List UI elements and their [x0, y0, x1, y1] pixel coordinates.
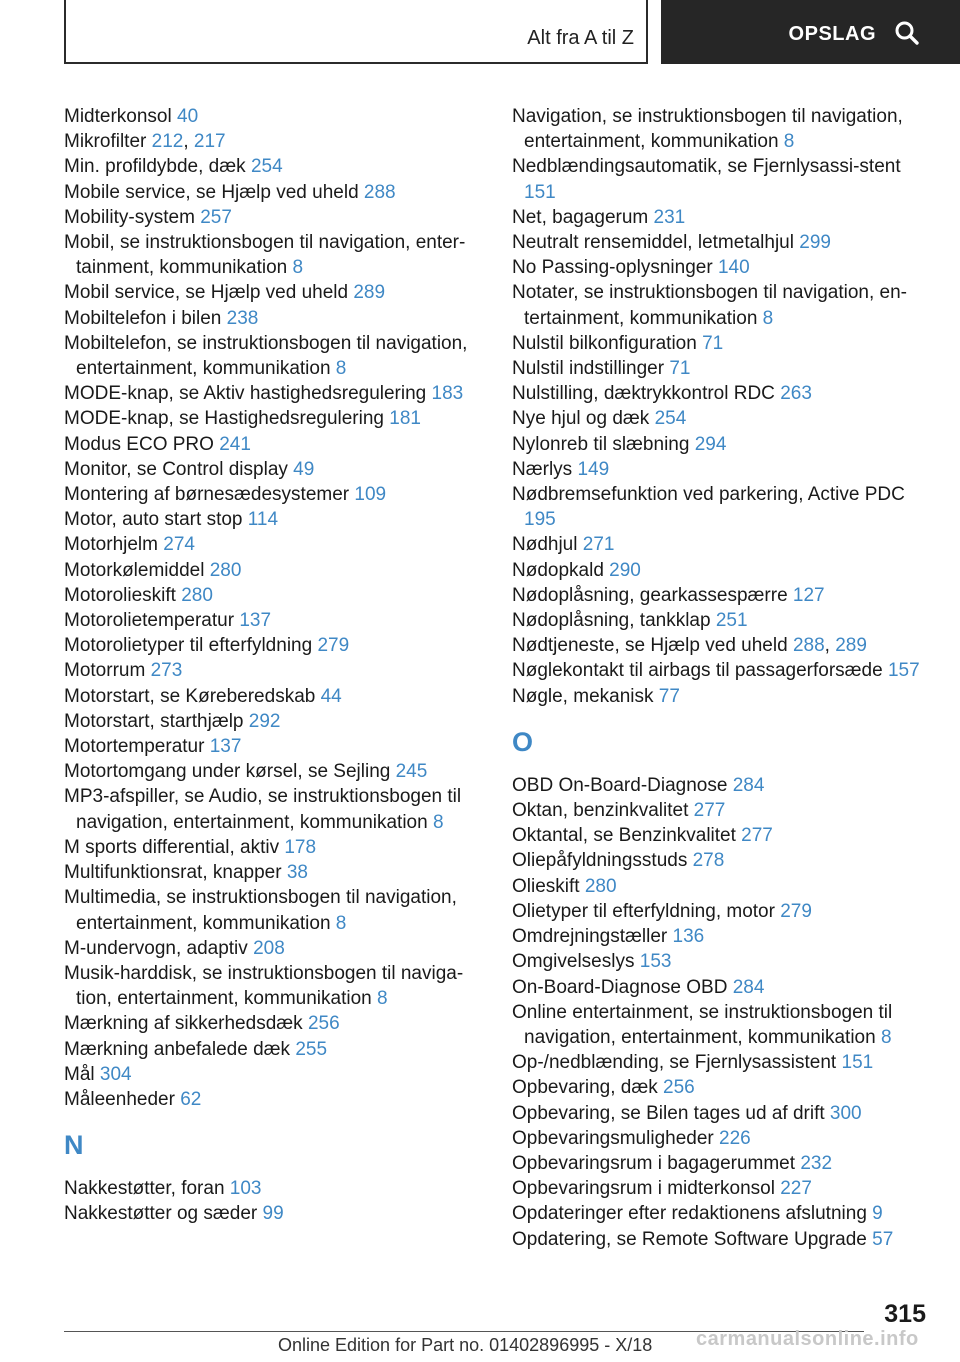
page-link[interactable]: 127: [792, 584, 825, 606]
index-entry: [64, 1062, 484, 1087]
index-entry: [512, 975, 932, 1000]
page-link[interactable]: 227: [780, 1178, 812, 1200]
section-heading: [64, 1128, 484, 1162]
index-entry: [64, 1087, 484, 1112]
index-entry-text: MP3-afspiller, se Audio, se instruktionsbogen til navigation, entertainment, kommunikation: [64, 786, 462, 833]
page-link[interactable]: 8: [762, 307, 774, 329]
page-link[interactable]: 137: [209, 736, 242, 758]
index-entry-text: M sports differential, aktiv: [64, 836, 280, 858]
page-link[interactable]: 277: [741, 825, 773, 847]
index-entry: [64, 507, 484, 532]
index-entry-text: Modus ECO PRO: [64, 433, 214, 455]
page-link[interactable]: 256: [307, 1013, 340, 1035]
index-entry-text: Opbevaringsrum i bagagerummet: [512, 1152, 796, 1174]
index-entry: [512, 1176, 932, 1201]
index-entry: [512, 874, 932, 899]
index-entry-text: Multimedia, se instruktionsbogen til navigation, entertainment, kommunikation: [64, 887, 457, 934]
index-entry: [512, 1075, 932, 1100]
index-entry-text: Mikrofilter: [64, 131, 147, 153]
page-link[interactable]: 8: [783, 131, 795, 153]
page-link[interactable]: 277: [693, 800, 726, 822]
index-entry-text: Omgivelseslys: [512, 951, 635, 973]
index-entry-text: M-undervogn, adaptiv: [64, 937, 248, 959]
index-entry: [512, 104, 932, 154]
index-entry: [512, 684, 932, 709]
index-entry-text: Navigation, se instruktionsbogen til navigation, entertainment, kommunikation: [512, 106, 903, 153]
page-link[interactable]: 304: [99, 1063, 132, 1085]
page-number: 315: [884, 1300, 926, 1328]
page-link[interactable]: 151: [841, 1052, 874, 1074]
index-entry: [512, 1000, 932, 1050]
index-entry-text: Nødhjul: [512, 534, 578, 556]
index-entry-text: Nedblændingsautomatik, se Fjernlysassi‐stent: [512, 156, 901, 178]
index-entry-text: Monitor, se Control display: [64, 458, 288, 480]
index-entry-text: Montering af børnesædesystemer: [64, 484, 350, 506]
index-entry-text: Nærlys: [512, 458, 573, 480]
index-entry: [512, 154, 932, 204]
index-entry-text: MODE-knap, se Aktiv hastighedsregulering: [64, 383, 427, 405]
index-entry: [512, 280, 932, 330]
index-entry: [512, 658, 932, 683]
page-link[interactable]: 256: [663, 1077, 695, 1099]
index-entry-text: Mobile service, se Hjælp ved uheld: [64, 181, 359, 203]
index-entry-text: Måleenheder: [64, 1088, 175, 1110]
page-link[interactable]: 251: [715, 610, 748, 632]
index-entry: [64, 406, 484, 431]
index-entry-text: Omdrejningstæller: [512, 926, 668, 948]
page-link[interactable]: 71: [702, 332, 724, 354]
page-link[interactable]: 114: [247, 509, 279, 531]
index-entry-text: On-Board-Diagnose OBD: [512, 976, 728, 998]
page-link[interactable]: 245: [395, 761, 428, 783]
index-entry: [64, 306, 484, 331]
page-link[interactable]: 289: [353, 282, 386, 304]
index-entry-text: Motorkølemiddel: [64, 559, 205, 581]
header-frame: [64, 0, 648, 64]
page-link[interactable]: 231: [653, 206, 686, 228]
page-link[interactable]: 290: [609, 559, 641, 581]
index-column-right: [512, 104, 932, 1252]
index-entry: [512, 432, 932, 457]
index-entry: [512, 949, 932, 974]
watermark-logo: carmanualsonline.info: [696, 1328, 919, 1350]
section-letter: N: [64, 1130, 84, 1161]
index-entry-text: Motortemperatur: [64, 736, 205, 758]
page-link[interactable]: 49: [293, 458, 315, 480]
index-entry: [512, 608, 932, 633]
index-entry-text: Nylonreb til slæbning: [512, 433, 690, 455]
page-link[interactable]: 8: [880, 1026, 892, 1048]
page-link[interactable]: 8: [335, 912, 347, 934]
page-link[interactable]: 8: [432, 811, 444, 833]
index-entry: [512, 331, 932, 356]
index-entry: [64, 709, 484, 734]
page-link[interactable]: 99: [262, 1203, 284, 1225]
index-entry: [512, 1126, 932, 1151]
index-entry: [64, 558, 484, 583]
index-entry-text: Oktantal, se Benzinkvalitet: [512, 825, 736, 847]
index-entry-text: Nøglekontakt til airbags til passagerforsæde: [512, 660, 883, 682]
index-entry-text: Min. profildybde, dæk: [64, 156, 246, 178]
section-letter: O: [512, 726, 534, 757]
index-entry-text: Nødbremsefunktion ved parkering, Active PDC: [512, 484, 905, 506]
index-entry: [64, 280, 484, 305]
index-entry: [512, 1151, 932, 1176]
page-link[interactable]: 208: [253, 937, 285, 959]
index-entry: [64, 734, 484, 759]
page-link[interactable]: 279: [780, 900, 812, 922]
index-entry-text: Neutralt rensemiddel, letmetalhjul: [512, 232, 794, 254]
index-entry: [64, 1037, 484, 1062]
index-entry-text: Mobility-system: [64, 206, 195, 228]
page-link[interactable]: 273: [150, 660, 183, 682]
index-entry: [512, 482, 932, 532]
page-link[interactable]: 254: [654, 408, 687, 430]
page-link[interactable]: 278: [692, 850, 725, 872]
page-link[interactable]: 238: [226, 307, 259, 329]
page-link[interactable]: 217: [193, 131, 226, 153]
header-title: Alt fra A til Z: [527, 27, 634, 49]
index-entry: [512, 899, 932, 924]
index-entry: [512, 356, 932, 381]
index-entry: [64, 684, 484, 709]
index-entry: [512, 381, 932, 406]
index-entry: [64, 154, 484, 179]
index-entry: [64, 1011, 484, 1036]
index-entry-text: Motorrum: [64, 660, 146, 682]
index-entry: [64, 532, 484, 557]
index-entry-text: MODE-knap, se Hastighedsregulering: [64, 408, 384, 430]
index-entry-text: Op-/nedblænding, se Fjernlysassistent: [512, 1052, 837, 1074]
index-entry-text: Mobiltelefon i bilen: [64, 307, 222, 329]
index-entry-text: Online entertainment, se instruktionsbogen til navigation, entertainment, kommunikation: [512, 1001, 893, 1048]
index-entry-text: Mobil service, se Hjælp ved uheld: [64, 282, 349, 304]
page-link[interactable]: 103: [229, 1178, 262, 1200]
page-link[interactable]: 157: [887, 660, 920, 682]
index-entry-text: Mærkning af sikkerhedsdæk: [64, 1013, 303, 1035]
index-entry: [512, 798, 932, 823]
index-entry-text: Nakkestøtter, foran: [64, 1178, 225, 1200]
index-entry-text: Opdatering, se Remote Software Upgrade: [512, 1228, 867, 1250]
page-link[interactable]: 263: [780, 383, 812, 405]
page-link[interactable]: 62: [180, 1088, 202, 1110]
page-link[interactable]: 274: [163, 534, 195, 556]
page-link[interactable]: 8: [377, 988, 388, 1010]
page-link[interactable]: 181: [389, 408, 421, 430]
page-link[interactable]: 289: [835, 635, 867, 657]
index-entry-text: Motorolietemperatur: [64, 610, 235, 632]
index-entry-text: Net, bagagerum: [512, 206, 649, 228]
index-entry: [512, 924, 932, 949]
index-entry-text: Oktan, benzinkvalitet: [512, 800, 689, 822]
index-entry: [64, 784, 484, 834]
index-entry: [512, 583, 932, 608]
page-link[interactable]: 300: [829, 1102, 862, 1124]
index-entry-text: Nye hjul og dæk: [512, 408, 650, 430]
page-link[interactable]: 153: [639, 951, 672, 973]
page-link[interactable]: 299: [799, 232, 831, 254]
index-entry: [512, 255, 932, 280]
index-entry-text: Opbevaringsmuligheder: [512, 1127, 714, 1149]
index-entry-text: Motorolieskift: [64, 584, 176, 606]
index-entry: [512, 406, 932, 431]
index-entry-text: Nakkestøtter og sæder: [64, 1203, 258, 1225]
index-entry: [512, 848, 932, 873]
index-entry: [64, 482, 484, 507]
page-link[interactable]: 292: [248, 710, 281, 732]
page-link[interactable]: 284: [732, 976, 765, 998]
index-entry: [64, 104, 484, 129]
index-entry: [64, 885, 484, 935]
page-link[interactable]: 44: [320, 685, 342, 707]
index-entry-text: Motortomgang under kørsel, se Sejling: [64, 761, 391, 783]
search-icon[interactable]: [894, 20, 920, 46]
index-entry: [64, 658, 484, 683]
page-link[interactable]: 254: [250, 156, 283, 178]
page-link[interactable]: 137: [239, 610, 272, 632]
page-link[interactable]: 257: [200, 206, 232, 228]
index-entry: [512, 1227, 932, 1252]
index-entry-text: Opbevaring, dæk: [512, 1077, 658, 1099]
index-entry: Mikrofilter 212, 217: [64, 131, 226, 153]
index-entry: [64, 583, 484, 608]
index-entry: [64, 180, 484, 205]
index-entry: [512, 1050, 932, 1075]
page-link[interactable]: 136: [672, 926, 705, 948]
opslag-tab-label: OPSLAG: [788, 22, 876, 45]
page-link[interactable]: 212: [151, 131, 184, 153]
index-entry-text: Olietyper til efterfyldning, motor: [512, 900, 775, 922]
page-link[interactable]: 109: [354, 484, 387, 506]
page-link[interactable]: 279: [317, 635, 350, 657]
page-link[interactable]: 178: [284, 836, 317, 858]
index-entry-text: Motorstart, starthjælp: [64, 710, 244, 732]
index-entry: [512, 457, 932, 482]
index-entry-text: Nødoplåsning, tankklap: [512, 610, 711, 632]
index-entry-text: Musik-harddisk, se instruktionsbogen til naviga‐tion, entertainment, kommunikation: [64, 962, 464, 1010]
index-entry-text: Multifunktionsrat, knapper: [64, 862, 282, 884]
page-link[interactable]: 280: [584, 875, 617, 897]
index-entry: [64, 457, 484, 482]
page-link[interactable]: 183: [431, 383, 464, 405]
index-entry-text: OBD On-Board-Diagnose: [512, 774, 728, 796]
page-link[interactable]: 71: [669, 358, 691, 380]
index-entry: [64, 381, 484, 406]
page-link[interactable]: 271: [582, 534, 615, 556]
index-entry-text: Motorolietyper til efterfyldning: [64, 635, 313, 657]
index-entry-text: Nødoplåsning, gearkassespærre: [512, 584, 788, 606]
index-entry: [64, 759, 484, 784]
index-entry-text: Opdateringer efter redaktionens afslutning: [512, 1203, 867, 1225]
page-link[interactable]: 288: [792, 635, 825, 657]
footer-edition: Online Edition for Part no. 01402896995 - X/18: [278, 1335, 653, 1355]
index-entry-text: Midterkonsol: [64, 106, 172, 127]
index-entry-text: Nulstil bilkonfiguration: [512, 332, 697, 354]
page-link[interactable]: 149: [577, 458, 610, 480]
opslag-tab[interactable]: [661, 0, 960, 64]
page-link[interactable]: 151: [524, 181, 556, 203]
index-entry: [64, 331, 484, 381]
index-entry: [64, 633, 484, 658]
page-link[interactable]: 280: [209, 559, 242, 581]
index-entry: [512, 1201, 932, 1226]
index-entry: [64, 230, 484, 280]
index-entry-text: Opbevaring, se Bilen tages ud af drift: [512, 1102, 825, 1124]
index-entry-text: Nødopkald: [512, 559, 604, 581]
index-column-left: [64, 104, 484, 1227]
page-link[interactable]: 241: [219, 433, 251, 455]
index-entry: [512, 230, 932, 255]
index-entry-text: Nøgle, mekanisk: [512, 685, 654, 707]
index-entry-text: Mærkning anbefalede dæk: [64, 1038, 291, 1060]
index-entry-text: Olieskift: [512, 875, 580, 897]
index-entry: [64, 936, 484, 961]
index-entry-text: Motorstart, se Køreberedskab: [64, 685, 316, 707]
page-link[interactable]: 226: [719, 1127, 751, 1149]
index-entry: [512, 532, 932, 557]
index-entry-text: Motorhjelm: [64, 534, 158, 556]
index-entry-text: Mobiltelefon, se instruktionsbogen til navigation, entertainment, kommunikation: [64, 332, 468, 380]
page-link[interactable]: 232: [800, 1152, 833, 1174]
index-entry: [64, 1201, 484, 1226]
index-entry: [512, 823, 932, 848]
index-entry: [64, 961, 484, 1011]
page-link[interactable]: 288: [363, 181, 396, 203]
index-entry-text: Mobil, se instruktionsbogen til navigation, enter‐tainment, kommunikation: [64, 232, 466, 279]
page-link[interactable]: 294: [694, 433, 727, 455]
page-link[interactable]: 255: [295, 1038, 328, 1060]
section-heading: [512, 725, 932, 759]
page-link[interactable]: 9: [872, 1203, 883, 1225]
index-entry: [512, 773, 932, 798]
index-entry-text: Nulstil indstillinger: [512, 358, 665, 380]
page-link[interactable]: 57: [872, 1228, 894, 1250]
index-entry: [64, 205, 484, 230]
index-entry: [512, 558, 932, 583]
index-entry: [64, 835, 484, 860]
page-link[interactable]: 280: [181, 584, 213, 606]
page-link[interactable]: 284: [732, 774, 765, 796]
index-entry-text: No Passing-oplysninger: [512, 257, 713, 279]
page-link[interactable]: 40: [177, 106, 199, 127]
index-entry: [64, 608, 484, 633]
index-entry-text: Nødtjeneste, se Hjælp ved uheld: [512, 635, 788, 657]
index-entry: [64, 432, 484, 457]
index-entry: [512, 205, 932, 230]
index-entry-text: Oliepåfyldningsstuds: [512, 850, 688, 872]
page-link[interactable]: 8: [292, 257, 304, 279]
index-entry-text: Notater, se instruktionsbogen til navigation, en‐tertainment, kommunikation: [512, 282, 908, 329]
index-entry-text: Nulstilling, dæktrykkontrol RDC: [512, 383, 775, 405]
index-entry: [64, 860, 484, 885]
index-entry: [512, 1101, 932, 1126]
page-link[interactable]: 8: [335, 358, 347, 380]
index-entry-text: Motor, auto start stop: [64, 509, 243, 531]
index-entry: [64, 1176, 484, 1201]
page-link[interactable]: 38: [286, 862, 308, 884]
page-link[interactable]: 195: [524, 509, 556, 531]
index-entry-text: Mål: [64, 1063, 95, 1085]
page-link[interactable]: 140: [717, 257, 750, 279]
page-link[interactable]: 77: [658, 685, 680, 707]
index-entry-text: Opbevaringsrum i midterkonsol: [512, 1178, 775, 1200]
index-entry: Nødtjeneste, se Hjælp ved uheld 288, 289: [512, 635, 867, 657]
